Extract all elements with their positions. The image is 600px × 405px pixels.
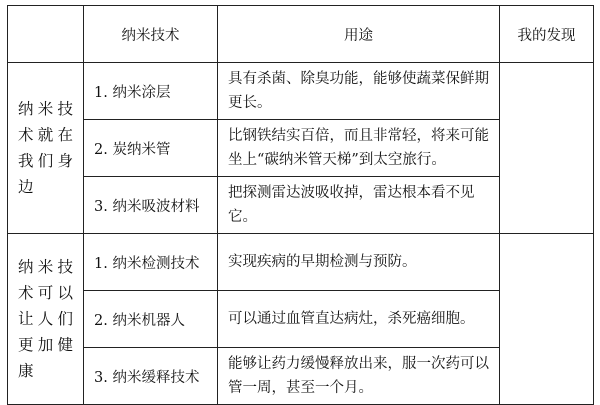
tech-cell: 1. 纳米涂层: [84, 63, 218, 120]
tech-cell: 2. 纳米机器人: [84, 291, 218, 348]
header-blank: [8, 6, 84, 63]
tech-cell: 3. 纳米缓释技术: [84, 348, 218, 405]
nano-tech-table: [7, 5, 594, 405]
findings-cell-health[interactable]: [500, 234, 594, 405]
use-cell: 把探测雷达波吸收掉，雷达根本看不见它。: [218, 177, 500, 234]
table-row: [8, 234, 594, 291]
group-label-line: 纳米技: [18, 100, 75, 118]
group-label-line: 更加健: [18, 336, 75, 354]
group-label-line: 让人们: [18, 310, 75, 328]
use-cell: 可以通过血管直达病灶，杀死癌细胞。: [218, 291, 500, 348]
use-cell: 能够让药力缓慢释放出来，服一次药可以管一周，甚至一个月。: [218, 348, 500, 405]
findings-cell-everyday[interactable]: [500, 63, 594, 234]
header-findings: 我的发现: [500, 6, 594, 63]
use-cell: 比钢铁结实百倍，而且非常轻，将来可能坐上“碳纳米管天梯”到太空旅行。: [218, 120, 500, 177]
group-label-line: 术可以: [18, 284, 75, 302]
group-label-line: 纳米技: [18, 258, 75, 276]
tech-cell: 1. 纳米检测技术: [84, 234, 218, 291]
group-label-line: 边: [18, 178, 36, 196]
use-cell: 实现疾病的早期检测与预防。: [218, 234, 500, 291]
header-tech: 纳米技术: [84, 6, 218, 63]
group-label-line: 术就在: [18, 126, 75, 144]
group-label-line: 我们身: [18, 152, 75, 170]
group-label-line: 康: [18, 362, 36, 380]
use-cell: 具有杀菌、除臭功能，能够使蔬菜保鲜期更长。: [218, 63, 500, 120]
table-container: [7, 5, 593, 396]
group-label-everyday: [8, 63, 84, 234]
tech-cell: 2. 炭纳米管: [84, 120, 218, 177]
table-row: [8, 63, 594, 120]
header-row: [8, 6, 594, 63]
group-label-health: [8, 234, 84, 405]
tech-cell: 3. 纳米吸波材料: [84, 177, 218, 234]
header-use: 用途: [218, 6, 500, 63]
